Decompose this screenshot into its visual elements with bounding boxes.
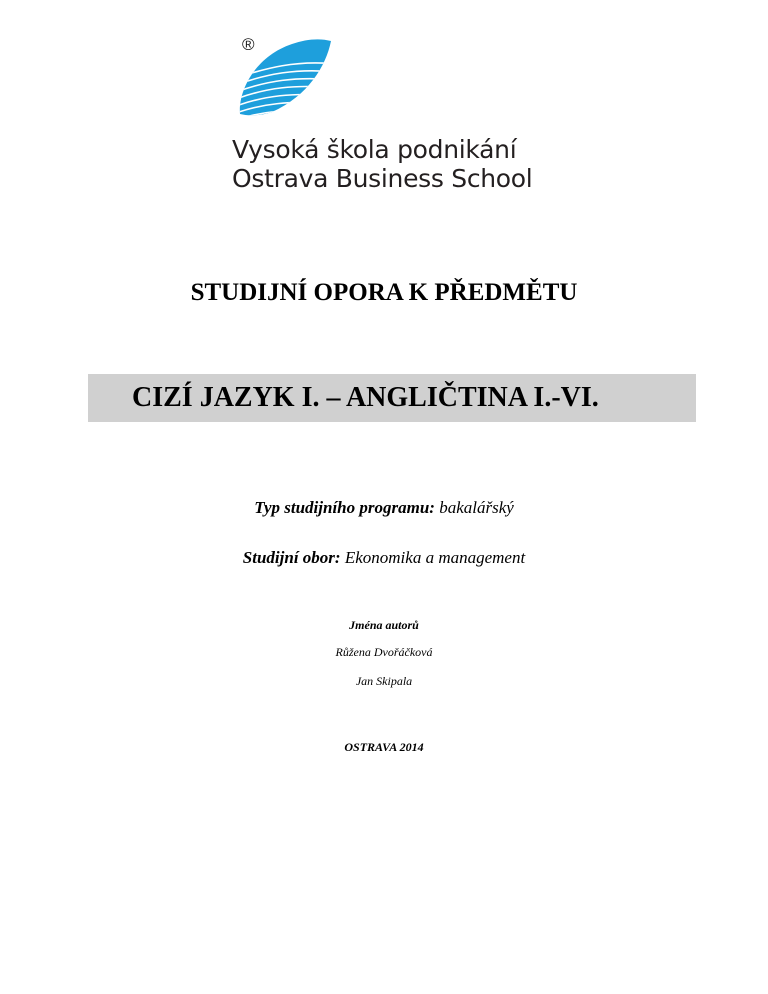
school-name — [232, 135, 612, 193]
field-of-study-label: Studijní obor: — [242, 548, 341, 567]
field-of-study-value: Ekonomika a management — [344, 548, 526, 567]
program-type-label: Typ studijního programu: — [254, 498, 435, 517]
field-of-study — [0, 548, 768, 568]
place-and-year: OSTRAVA 2014 — [344, 740, 424, 754]
program-type — [0, 498, 768, 518]
registered-mark: ® — [242, 35, 255, 54]
authors-heading: Jména autorů — [349, 618, 419, 632]
program-type-value: bakalářský — [439, 498, 514, 517]
author-name: Jan Skipala — [355, 674, 413, 688]
author-name: Růžena Dvořáčková — [335, 645, 433, 659]
document-title: CIZÍ JAZYK I. – ANGLIČTINA I.-VI. — [132, 382, 599, 413]
school-name-czech: Vysoká škola podnikání — [232, 135, 517, 164]
document-subtitle: STUDIJNÍ OPORA K PŘEDMĚTU — [190, 279, 578, 306]
school-name-english: Ostrava Business School — [232, 164, 533, 193]
